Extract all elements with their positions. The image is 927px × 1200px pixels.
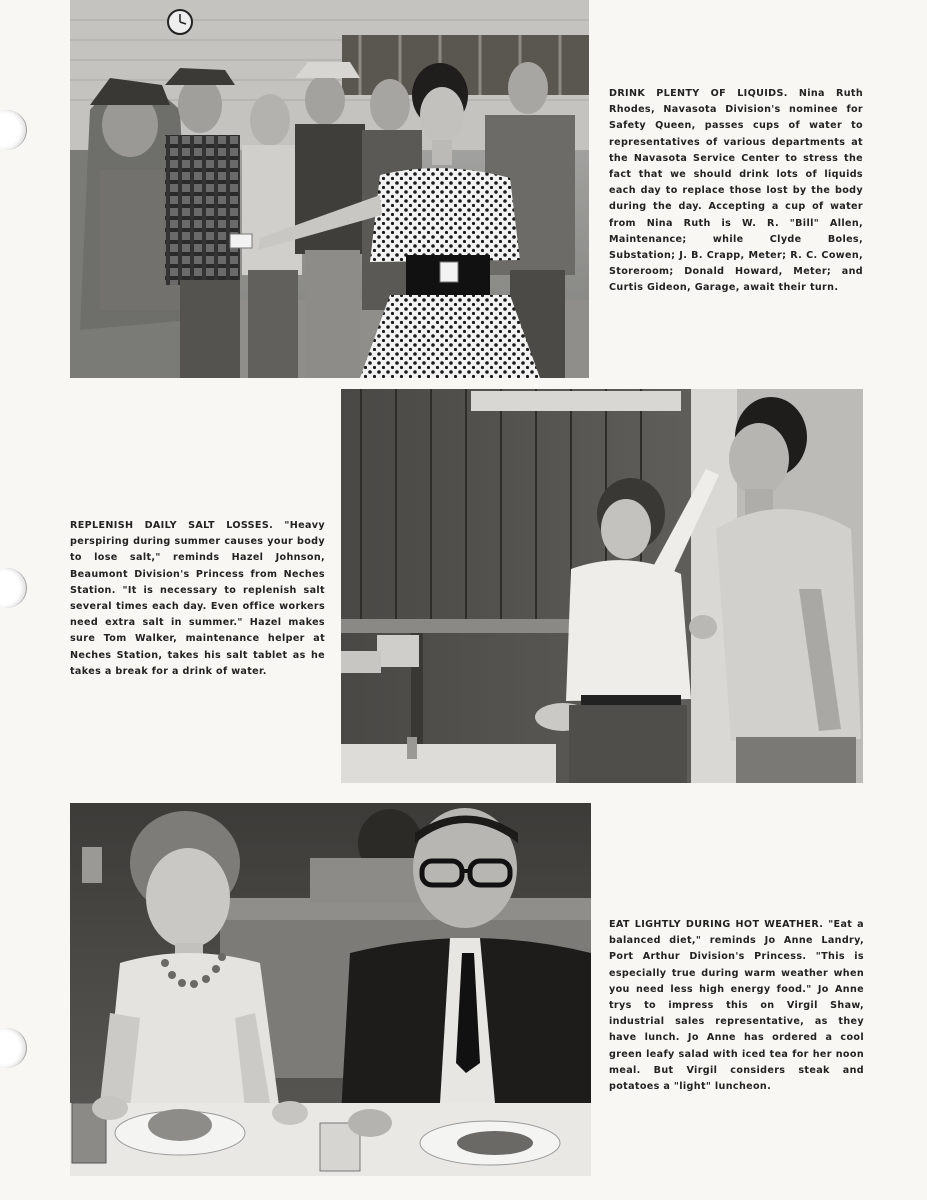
caption-body: "Heavy perspiring during summer causes your body to lose salt," reminds Hazel Johnson, Beaumont Division's Princess from Neches Station. "It is necessary to replenish salt several times each day. Even office workers need extra salt in summer." Hazel makes sure Tom Walker, maintenance helper at Neches Station, takes his salt tablet as he takes a break for a drink of water. [70, 520, 325, 677]
caption-body: "Eat a balanced diet," reminds Jo Anne Landry, Port Arthur Division's Princess. "This is especially true during warm weather when you need less high energy food." Jo Anne trys to impress this on Virgil Shaw, industrial sales representative, as they have lunch. Jo Anne has ordered a cool green leafy salad with iced tea for her noon meal. But Virgil considers steak and potatoes a "light" luncheon. [609, 919, 864, 1093]
photo-drink-liquids-image [70, 0, 589, 378]
photo-drink-liquids [70, 0, 589, 378]
photo-salt-tablet-image [341, 389, 863, 783]
photo-lunch [70, 803, 591, 1176]
binder-hole-top [0, 110, 27, 150]
caption-body: Nina Ruth Rhodes, Navasota Division's nominee for Safety Queen, passes cups of water to representatives of various departments at the Navasota Service Center to stress the fact that we should drink lots of liquids each day to replace those lost by the body during the day. Accepting a cup of water from Nina Ruth is W. R. "Bill" Allen, Maintenance; while Clyde Boles, Substation; J. B. Crapp, Meter; R. C. Cowen, Storeroom; Donald Howard, Meter; and Curtis Gideon, Garage, await their turn. [609, 88, 863, 294]
caption-salt-losses [70, 518, 325, 680]
binder-hole-middle [0, 568, 27, 608]
photo-lunch-image [70, 803, 591, 1176]
caption-heading: REPLENISH DAILY SALT LOSSES. [70, 520, 285, 531]
caption-eat-lightly [609, 917, 864, 1095]
caption-drink-liquids [609, 86, 863, 297]
binder-hole-bottom [0, 1028, 27, 1068]
caption-heading: DRINK PLENTY OF LIQUIDS. [609, 88, 799, 99]
photo-salt-tablet [341, 389, 863, 783]
caption-heading: EAT LIGHTLY DURING HOT WEATHER. [609, 919, 829, 930]
